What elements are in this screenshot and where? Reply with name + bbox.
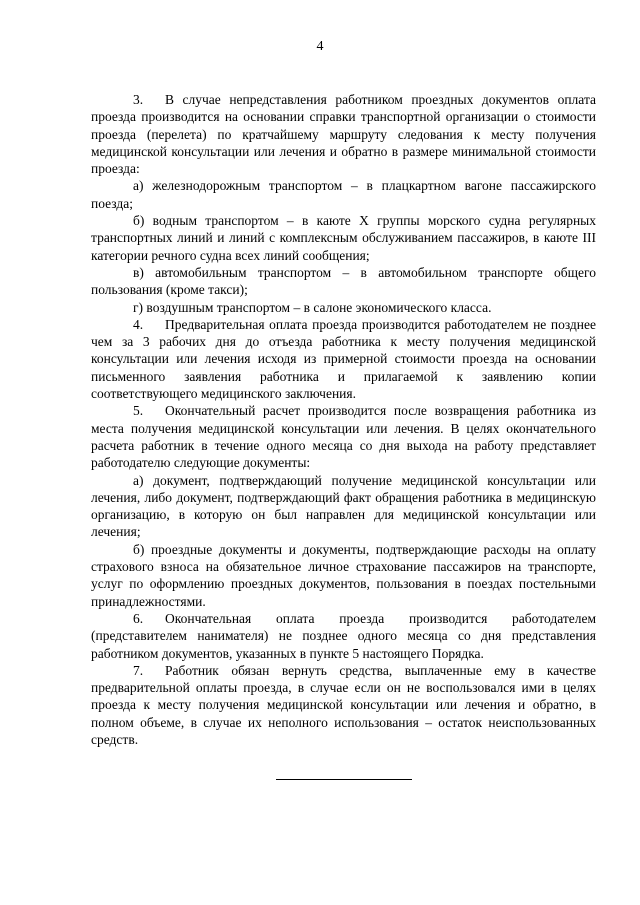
paragraph-text: Окончательный расчет производится после возвращения работника из места получения медицинской консультации или лечения. В целях окончательного расчета работник в течение одного месяца со дня выхода на работу представляет работодателю следующие документы: [91, 403, 596, 471]
paragraph-text: б) водным транспортом – в каюте X группы морского судна регулярных транспортных линий и линий с комплексным обслуживанием пассажиров, в каюте III категории речного судна всех линий сообщения; [91, 213, 596, 263]
paragraph-text: Окончательная оплата проезда производится работодателем (представителем нанимателя) не позднее одного месяца со дня представления работником документов, указанных в пункте 5 настоящего Порядка. [91, 610, 596, 661]
sub-item-v-road [91, 264, 596, 299]
paragraph-text: а) документ, подтверждающий получение медицинской консультации или лечения, либо документ, подтверждающий факт обращения работника в медицинскую организацию, в которую он был направлен для медицинской консультации или лечения; [91, 472, 596, 540]
paragraph-text: а) железнодорожным транспортом – в плацкартном вагоне пассажирского поезда; [91, 178, 596, 211]
paragraph-4 [91, 316, 596, 402]
page-number: 4 [316, 39, 324, 54]
paragraph-number: 4. [133, 316, 144, 332]
paragraph-text: в) автомобильным транспортом – в автомобильном транспорте общего пользования (кроме такси); [91, 264, 596, 298]
sub-item-b-travel-documents [91, 541, 596, 610]
sub-item-a-document [91, 472, 596, 541]
paragraph-text: Предварительная оплата проезда производится работодателем не позднее чем за 3 рабочих дня до отъезда работника к месту получения медицинской консультации или лечения исходя из примерной стоимости проезда на основании письменного заявления работника и прилагаемой к заявлению копии соответствующего медицинского заключения. [91, 316, 596, 402]
paragraph-number: 5. [133, 403, 144, 419]
sub-item-g-air [91, 299, 596, 316]
paragraph-7 [91, 662, 596, 748]
document-body [91, 91, 596, 748]
paragraph-number: 7. [133, 662, 144, 678]
paragraph-text: б) проездные документы и документы, подтверждающие расходы на оплату страхового взноса на обязательное личное страхование пассажиров на транспорте, услуг по оформлению проездных документов, пользования в поездах постельными принадлежностями. [91, 541, 596, 609]
paragraph-number: 3. [133, 92, 144, 107]
paragraph-number: 6. [133, 610, 144, 626]
paragraph-text: Работник обязан вернуть средства, выплаченные ему в качестве предварительной оплаты проезда, в случае если он не воспользовался ими в целях проезда к месту получения медицинской консультации или лечения и обратно, в полном объеме, в случае их неполного использования – остаток неиспользованных средств. [91, 662, 596, 747]
paragraph-6 [91, 610, 596, 662]
sub-item-b-water [91, 212, 596, 264]
paragraph-5 [91, 402, 596, 471]
paragraph-text: В случае непредставления работником проездных документов оплата проезда производится на основании справки транспортной организации о стоимости проезда (перелета) по кратчайшему маршруту следования к месту получения медицинской консультации или лечения и обратно в размере минимальной стоимости проезда: [91, 92, 596, 177]
end-separator-line [276, 779, 412, 780]
paragraph-3 [91, 91, 596, 177]
sub-item-a-rail [91, 177, 596, 212]
paragraph-text: г) воздушным транспортом – в салоне экономического класса. [133, 299, 492, 315]
